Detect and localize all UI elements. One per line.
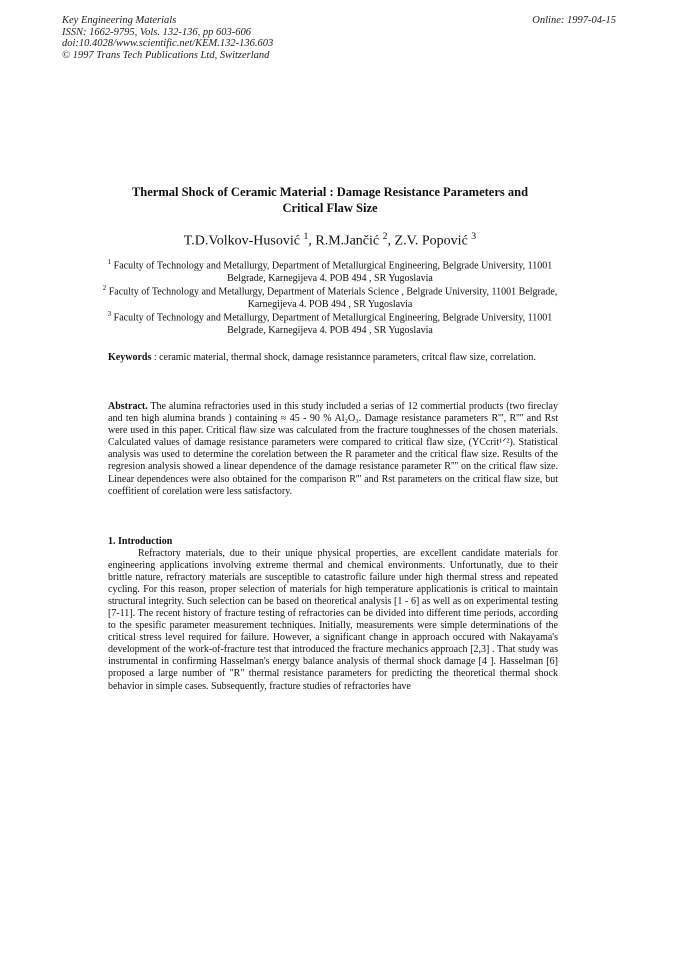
abstract-text: The alumina refractories used in this study included a serias of 12 commertial products (two fireclay and ten high alumina brands ) containing ≈ 45 - 90 % Al₂O₃. Damage resistance parameters R''', R'''' and Rst were used in this paper. Critical flaw size was calculated from the fracture toughnesses of the chosen materials. Calculated values of damage resistance parameters were compared to critical flaw size, (YCcrit¹ᐟ²). Statistical analysis was used to determine the corelation between the R parameter and the critical flaw size. Results of the regresion analysis showed a linear dependence of the damage resistance parameter R'''' on the critical flaw size. Linear dependences were also obtained for the comparison R''' and Rst parameters on the critical flaw size, but coeffitient of corelation were less satisfactory. xyxy=(108,401,558,497)
journal-header xyxy=(62,15,273,61)
affiliation-text: Faculty of Technology and Metallurgy, Department of Metallurgical Engineering, Belgrade University, 11001 Belgrade, Karnegijeva 4. POB 494 , SR Yugoslavia xyxy=(113,312,553,336)
author-name: T.D.Volkov-Husović xyxy=(183,233,300,249)
affiliation-text: Faculty of Technology and Metallurgy, Department of Metallurgical Engineering, Belgrade University, 11001 Belgrade, Karnegijeva 4. POB 494 , SR Yugoslavia xyxy=(113,260,553,284)
affiliation-mark: 2 xyxy=(102,284,107,292)
author-name: Z.V. Popović xyxy=(394,233,468,249)
online-date: Online: 1997-04-15 xyxy=(532,15,616,26)
introduction-paragraph: Refractory materials, due to their unique physical properties, are excellent candidate materials for engineering applications involving extreme thermal and chemical environments. Unfortunatly, due to their brittle nature, refractory materials are susceptible to catastrofic failure under high thermal stress and repeated cycling. For this reason, proper selection of materials for high temperature applicationis is critical to maintain structural integrity. Such selection can be based on theoretical analysis [1 - 6] as well as on experimental testing [7-11]. The recent history of fracture testing of refractories can be divided into different time periods, according to the spesific parameter measurement techniques. Initially, measurements were simple determinations of the critical stress level required for failure. However, a significant change in approach occured with Nakayama's development of the work-of-fracture test that introduced the fracture mechanics approach [2,3] . That study was instrumental in confirming Hasselman's energy balance analysis of thermal shock damage [4 ]. Hasselman [6] proposed a large number of "R" thermal resistance parameters for predicting the theoretical thermal shock behavior in simple cases. Subsequently, fracture studies of refractories have xyxy=(108,548,558,692)
affiliation-mark: 1 xyxy=(107,258,112,266)
keywords-block xyxy=(108,352,558,365)
author-mark: 3 xyxy=(471,231,477,242)
abstract-block xyxy=(108,401,558,498)
author-mark: 1 xyxy=(303,231,309,242)
affiliation xyxy=(100,256,560,285)
keywords-label: Keywords xyxy=(108,352,152,363)
affiliation-text: Faculty of Technology and Metallurgy, Department of Materials Science , Belgrade University, 11001 Belgrade, Karnegijeva 4. POB 494 , SR Yugoslavia xyxy=(108,286,558,310)
author-list: T.D.Volkov-Husović $^1$, R.M.Jančić $^2$, Z.V. Popović $^3$ xyxy=(183,231,477,249)
abstract-label: Abstract. xyxy=(108,401,148,412)
copyright-line: © 1997 Trans Tech Publications Ltd, Switzerland xyxy=(62,49,270,61)
affiliation xyxy=(100,308,560,337)
affiliation xyxy=(100,282,560,311)
paper-title: Thermal Shock of Ceramic Material : Damage Resistance Parameters and Critical Flaw Size xyxy=(131,185,529,215)
author-mark: 2 xyxy=(382,231,388,242)
journal-name: Key Engineering Materials xyxy=(62,15,177,26)
issn-line: ISSN: 1662-9795, Vols. 132-136, pp 603-606 xyxy=(62,26,251,38)
author-name: R.M.Jančić xyxy=(315,233,380,249)
affiliation-mark: 3 xyxy=(107,310,112,318)
section-heading: 1. Introduction xyxy=(108,536,173,547)
doi-line: doi:10.4028/www.scientific.net/KEM.132-136.603 xyxy=(62,38,274,49)
keywords-text: : ceramic material, thermal shock, damage resistannce parameters, critcal flaw size, correlation. xyxy=(153,352,536,363)
